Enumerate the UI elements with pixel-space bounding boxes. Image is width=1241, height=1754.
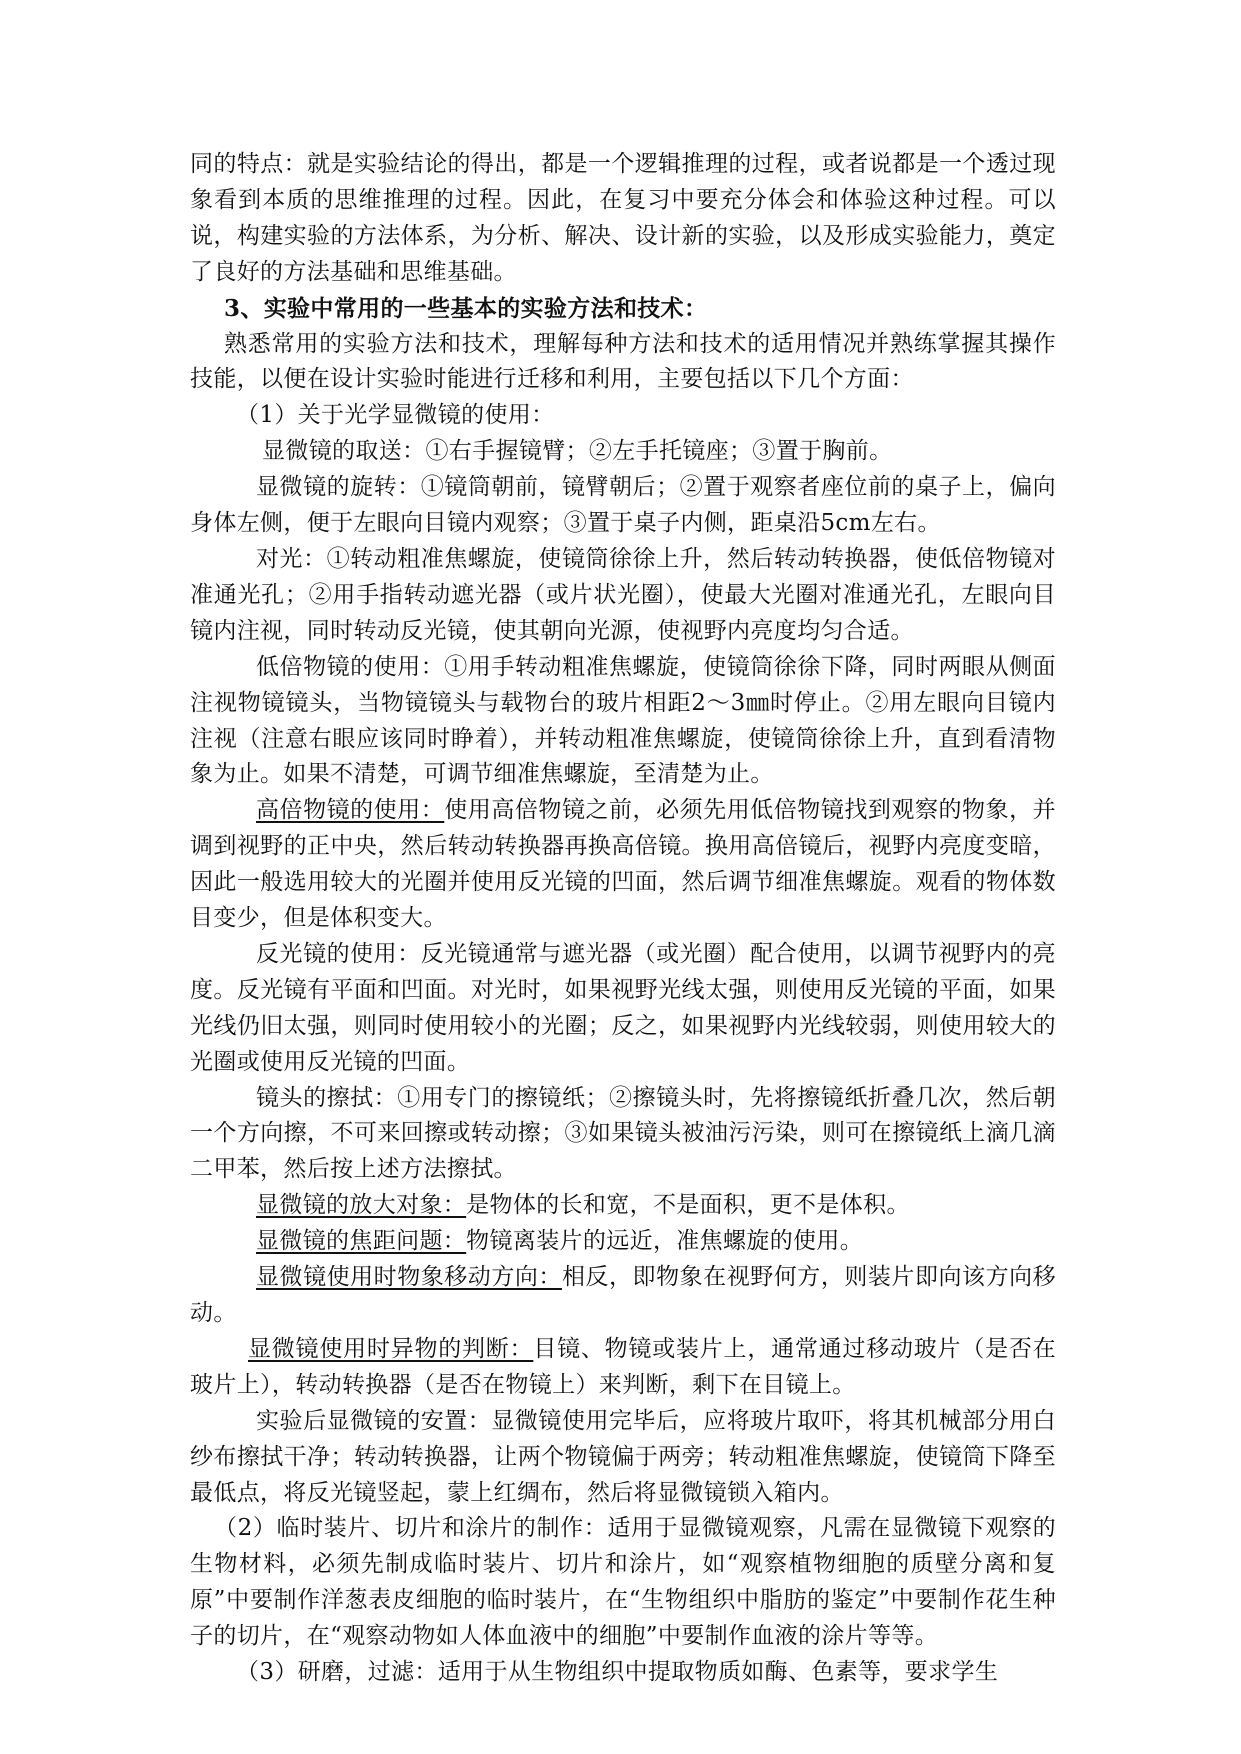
paragraph-foreign-object [190,1332,1056,1404]
paragraph-lens-cleaning: 镜头的擦拭：①用专门的擦镜纸；②擦镜头时，先将擦镜纸折叠几次，然后朝一个方向擦，不可来回擦或转动擦；③如果镜头被油污污染，则可在擦镜纸上滴几滴二甲苯，然后按上述方法擦拭。 [190,1084,1056,1183]
paragraph-focus [190,1224,1056,1260]
high-power-text: 使用高倍物镜之前，必须先用低倍物镜找到观察的物象，并调到视野的正中央，然后转动转换器再换高倍镜。换用高倍镜后，视野内亮度变暗，因此一般选用较大的光圈并使用反光镜的凹面，然后调节细准焦螺旋。观看的物体数目变少，但是体积变大。 [190,797,1056,932]
magnification-label: 显微镜的放大对象： [256,1192,467,1219]
paragraph-low-power: 低倍物镜的使用：①用手转动粗准焦螺旋，使镜筒徐徐下降，同时两眼从侧面注视物镜镜头，当物镜镜头与载物台的玻片相距2～3㎜时停止。②用左眼向目镜内注视（注意右眼应该同时睁着），并转动粗准焦螺旋，使镜筒徐徐上升，直到看清物象为止。如果不清楚，可调节细准焦螺旋，至清楚为止。 [190,653,1056,788]
document-body [190,147,1056,1691]
foreign-object-text: 目镜、物镜或装片上，通常通过移动玻片（是否在玻片上），转动转换器（是否在物镜上）来判断，剩下在目镜上。 [190,1335,1056,1398]
paragraph-carry: 显微镜的取送：①右手握镜臂；②左手托镜座；③置于胸前。 [262,438,893,465]
paragraph-rotate: 显微镜的旋转：①镜筒朝前，镜臂朝后；②置于观察者座位前的桌子上，偏向身体左侧，便于左眼向目镜内观察；③置于桌子内侧，距桌沿5cm左右。 [190,474,1056,537]
paragraph-magnification [190,1188,1056,1224]
section-heading: 3、实验中常用的一些基本的实验方法和技术： [224,294,708,322]
list-item-microscope: （1）关于光学显微镜的使用： [236,402,555,429]
focus-label: 显微镜的焦距问题： [256,1228,467,1255]
paragraph-light-alignment: 对光：①转动粗准焦螺旋，使镜筒徐徐上升，然后转动转换器，使低倍物镜对准通光孔；②用手指转动遮光器（或片状光圈），使最大光圈对准通光孔，左眼向目镜内注视，同时转动反光镜，使其朝向光源，使视野内亮度均匀合适。 [190,545,1056,644]
paragraph-high-power [190,793,1056,937]
paragraph-mirror: 反光镜的使用：反光镜通常与遮光器（或光圈）配合使用，以调节视野内的亮度。反光镜有平面和凹面。对光时，如果视野光线太强，则使用反光镜的平面，如果光线仍旧太强，则同时使用较小的光圈；反之，如果视野内光线较弱，则使用较大的光圈或使用反光镜的凹面。 [190,940,1056,1075]
paragraph-image-movement [190,1260,1056,1332]
list-item-slides: （2）临时装片、切片和涂片的制作：适用于显微镜观察，凡需在显微镜下观察的生物材料，必须先制成临时装片、切片和涂片，如“观察植物细胞的质壁分离和复原”中要制作洋葱表皮细胞的临时装片，在“生物组织中脂肪的鉴定”中要制作花生种子的切片，在“观察动物如人体血液中的细胞”中要制作血液的涂片等等。 [190,1515,1056,1650]
high-power-label: 高倍物镜的使用： [256,797,445,824]
paragraph-overview: 熟悉常用的实验方法和技术，理解每种方法和技术的适用情况并熟练掌握其操作技能，以便在设计实验时能进行迁移和利用，主要包括以下几个方面： [190,330,1056,393]
paragraph-intro: 同的特点：就是实验结论的得出，都是一个逻辑推理的过程，或者说都是一个透过现象看到本质的思维推理的过程。因此，在复习中要充分体会和体验这种过程。可以说，构建实验的方法体系，为分析、解决、设计新的实验，以及形成实验能力，奠定了良好的方法基础和思维基础。 [190,151,1056,285]
magnification-text: 是物体的长和宽，不是面积，更不是体积。 [466,1192,910,1219]
paragraph-storage: 实验后显微镜的安置：显微镜使用完毕后，应将玻片取吓，将其机械部分用白纱布擦拭干净；转动转换器，让两个物镜偏于两旁；转动粗准焦螺旋，使镜筒下降至最低点，将反光镜竖起，蒙上红绸布，然后将显微镜锁入箱内。 [190,1407,1056,1506]
list-item-grinding: （3）研磨，过滤：适用于从生物组织中提取物质如酶、色素等，要求学生 [236,1659,999,1686]
image-movement-text: 相反，即物象在视野何方，则装片即向该方向移动。 [190,1264,1056,1326]
foreign-object-label: 显微镜使用时异物的判断： [248,1335,534,1362]
image-movement-label: 显微镜使用时物象移动方向： [256,1264,562,1291]
focus-text: 物镜离装片的远近，准焦螺旋的使用。 [466,1228,864,1255]
